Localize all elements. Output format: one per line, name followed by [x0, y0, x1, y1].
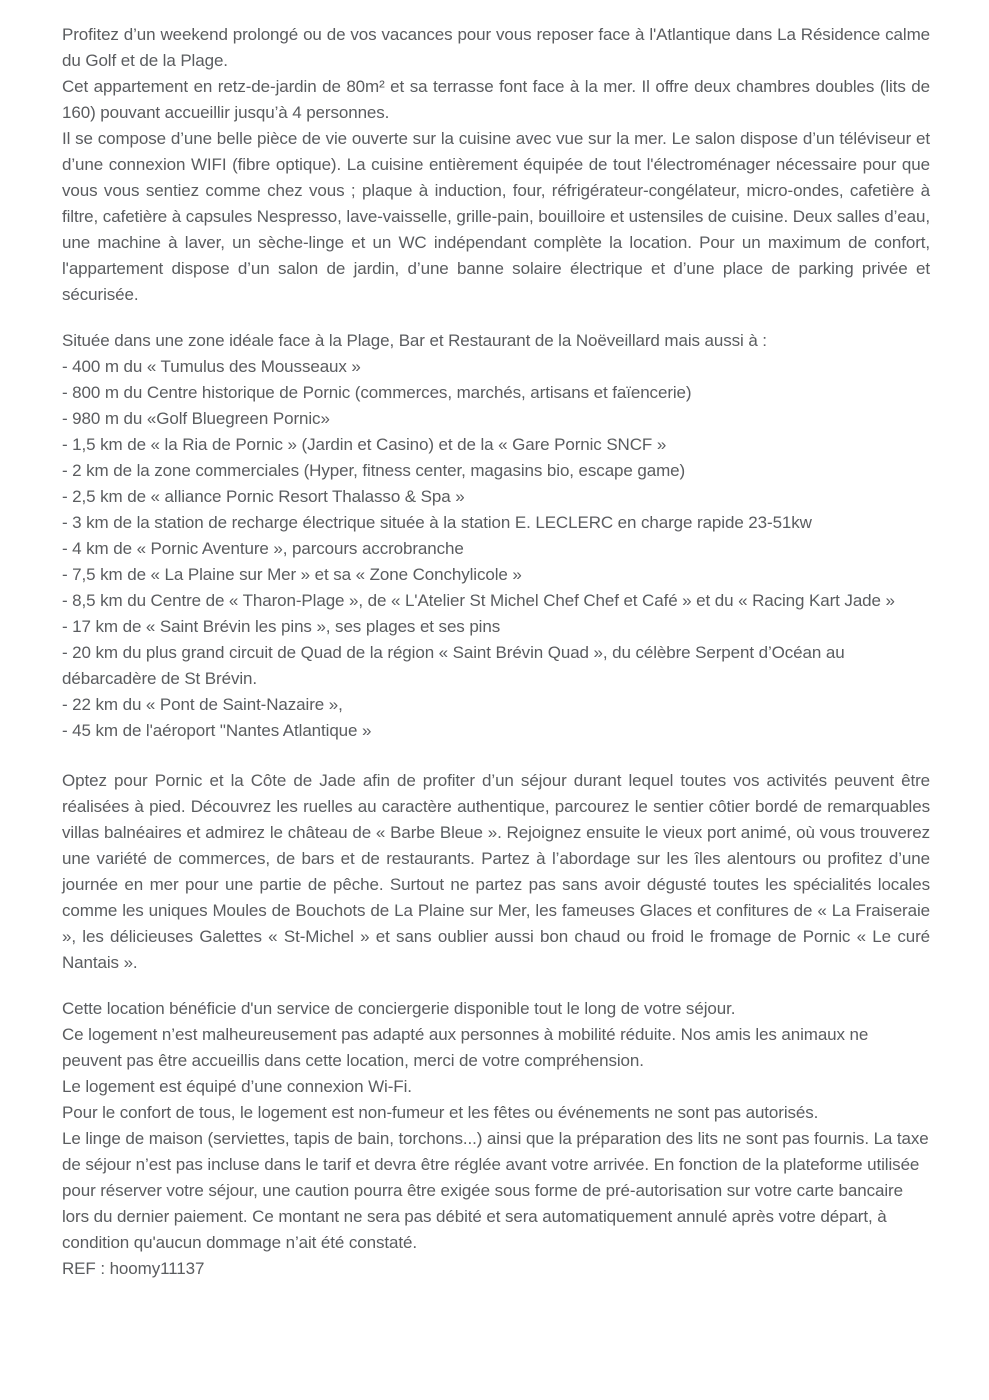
practical-notes-section	[62, 996, 930, 1282]
distance-item: - 800 m du Centre historique de Pornic (commerces, marchés, artisans et faïencerie)	[62, 383, 692, 402]
distance-item: - 1,5 km de « la Ria de Pornic » (Jardin et Casino) et de la « Gare Pornic SNCF »	[62, 435, 667, 454]
distance-item: - 4 km de « Pornic Aventure », parcours accrobranche	[62, 539, 464, 558]
activities-paragraph: Optez pour Pornic et la Côte de Jade afin de profiter d’un séjour durant lequel toutes vos activités peuvent être réalisées à pied. Découvrez les ruelles au caractère authentique, parcourez le sentier côtier bordé de remarquables villas balnéaires et admirez le château de « Barbe Bleue ». Rejoignez ensuite le vieux port animé, où vous trouverez une variété de commerces, de bars et de restaurants. Partez à l’abordage sur les îles alentours ou profitez d’une journée en mer pour une partie de pêche. Surtout ne partez pas sans avoir dégusté toutes les spécialités locales comme les uniques Moules de Bouchots de La Plaine sur Mer, les fameuses Glaces et confitures de « La Fraiseraie », les délicieuses Galettes « St-Michel » et sans oublier aussi bon chaud ou froid le fromage de Pornic « Le curé Nantais ».	[62, 771, 930, 972]
note-line: Cette location bénéficie d'un service de conciergerie disponible tout le long de votre séjour.	[62, 999, 736, 1018]
note-line: Le logement est équipé d’une connexion Wi-Fi.	[62, 1077, 412, 1096]
intro-paragraph: Il se compose d’une belle pièce de vie ouverte sur la cuisine avec vue sur la mer. Le salon dispose d’un téléviseur et d’une connexion WIFI (fibre optique). La cuisine entièrement équipée de tout l'électroménager nécessaire pour que vous vous sentiez comme chez vous ; plaque à induction, four, réfrigérateur-congélateur, micro-ondes, cafetière à filtre, cafetière à capsules Nespresso, lave-vaisselle, grille-pain, bouilloire et ustensiles de cuisine. Deux salles d’eau, une machine à laver, un sèche-linge et un WC indépendant complète la location. Pour un maximum de confort, l'appartement dispose d’un salon de jardin, d’une banne solaire électrique et d’une place de parking privée et sécurisée.	[62, 129, 930, 304]
note-line: Pour le confort de tous, le logement est non-fumeur et les fêtes ou événements ne sont pas autorisés.	[62, 1103, 819, 1122]
intro-paragraph: Cet appartement en retz-de-jardin de 80m² et sa terrasse font face à la mer. Il offre deux chambres doubles (lits de 160) pouvant accueillir jusqu’à 4 personnes.	[62, 77, 930, 122]
distance-item: - 17 km de « Saint Brévin les pins », ses plages et ses pins	[62, 617, 501, 636]
distance-item: - 2,5 km de « alliance Pornic Resort Thalasso & Spa »	[62, 487, 465, 506]
distance-item: - 45 km de l'aéroport "Nantes Atlantique »	[62, 721, 372, 740]
distance-item: - 400 m du « Tumulus des Mousseaux »	[62, 357, 361, 376]
distance-item: - 20 km du plus grand circuit de Quad de la région « Saint Brévin Quad », du célèbre Serpent d’Océan au débarcadère de St Brévin.	[62, 643, 845, 688]
reference-line: REF : hoomy11137	[62, 1259, 205, 1278]
distance-item: - 980 m du «Golf Bluegreen Pornic»	[62, 409, 330, 428]
location-section	[62, 328, 930, 744]
note-line: Ce logement n’est malheureusement pas adapté aux personnes à mobilité réduite. Nos amis les animaux ne peuvent pas être accueillis dans cette location, merci de votre compréhension.	[62, 1025, 869, 1070]
distance-item: - 7,5 km de « La Plaine sur Mer » et sa « Zone Conchylicole »	[62, 565, 522, 584]
location-heading: Située dans une zone idéale face à la Plage, Bar et Restaurant de la Noëveillard mais aussi à :	[62, 331, 767, 350]
listing-description	[62, 22, 930, 1282]
distance-item: - 22 km du « Pont de Saint-Nazaire »,	[62, 695, 343, 714]
distance-item: - 3 km de la station de recharge électrique située à la station E. LECLERC en charge rapide 23-51kw	[62, 513, 812, 532]
note-line: Le linge de maison (serviettes, tapis de bain, torchons...) ainsi que la préparation des lits ne sont pas fournis. La taxe de séjour n’est pas incluse dans le tarif et devra être réglée avant votre arrivée. En fonction de la plateforme utilisée pour réserver votre séjour, une caution pourra être exigée sous forme de pré-autorisation sur votre carte bancaire lors du dernier paiement. Ce montant ne sera pas débité et sera automatiquement annulé après votre départ, à condition qu'aucun dommage n’ait été constaté.	[62, 1129, 929, 1252]
intro-paragraph: Profitez d’un weekend prolongé ou de vos vacances pour vous reposer face à l'Atlantique dans La Résidence calme du Golf et de la Plage.	[62, 25, 930, 70]
distance-item: - 2 km de la zone commerciales (Hyper, fitness center, magasins bio, escape game)	[62, 461, 686, 480]
distance-item: - 8,5 km du Centre de « Tharon-Plage », de « L'Atelier St Michel Chef Chef et Café » et du « Racing Kart Jade »	[62, 591, 895, 610]
